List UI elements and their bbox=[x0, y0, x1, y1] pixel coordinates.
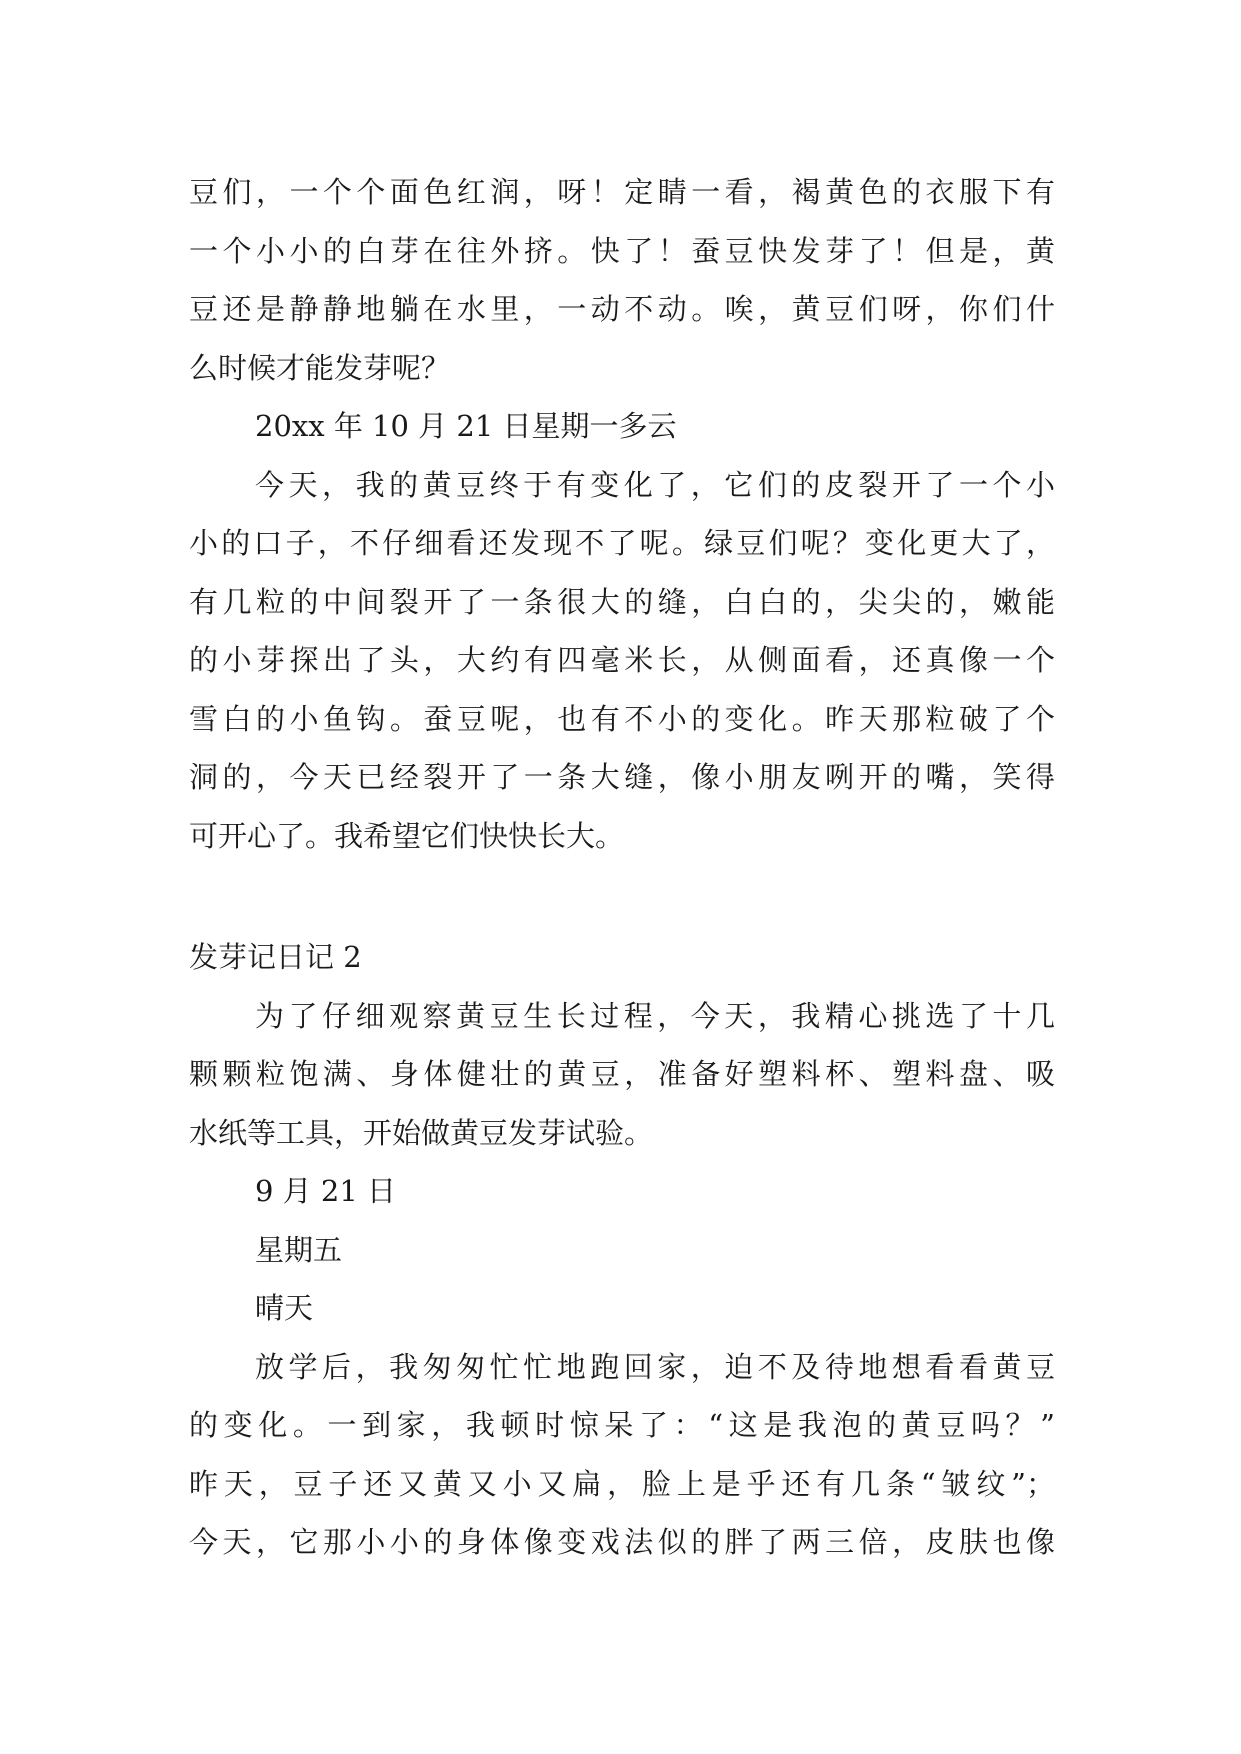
section-gap bbox=[189, 865, 1055, 924]
section-title: 发芽记日记 2 bbox=[189, 940, 362, 974]
paragraph-oct-21 bbox=[189, 456, 1055, 866]
text-line: 么时候才能发芽呢？ bbox=[189, 350, 451, 385]
text-line: 的变化。一到家，我顿时惊呆了：“这是我泡的黄豆吗？” bbox=[189, 1408, 1055, 1442]
text-line: 有几粒的中间裂开了一条很大的缝，白白的，尖尖的，嫩能 bbox=[189, 584, 1055, 619]
text-line: 今天，它那小小的身体像变戏法似的胖了两三倍，皮肤也像 bbox=[189, 1525, 1055, 1559]
paragraph-intro bbox=[189, 987, 1055, 1163]
diary-date-line: 20xx 年 10 月 21 日星期一多云 bbox=[255, 409, 677, 443]
text-line: 一个小小的白芽在往外挤。快了！蚕豆快发芽了！但是，黄 bbox=[189, 233, 1055, 268]
text-line: 放学后，我匆匆忙忙地跑回家，迫不及待地想看看黄豆 bbox=[255, 1349, 1055, 1384]
text-line: 豆还是静静地躺在水里，一动不动。唉，黄豆们呀，你们什 bbox=[189, 292, 1055, 326]
text-line: 水纸等工具，开始做黄豆发芽试验。 bbox=[189, 1115, 654, 1150]
text-line: 洞的，今天已经裂开了一条大缝，像小朋友咧开的嘴，笑得 bbox=[189, 760, 1055, 794]
text-line: 小的口子，不仔细看还发现不了呢。绿豆们呢？变化更大了， bbox=[189, 526, 1055, 560]
diary-weekday: 星期五 bbox=[255, 1232, 343, 1267]
text-line: 今天，我的黄豆终于有变化了，它们的皮裂开了一个小 bbox=[255, 467, 1055, 502]
diary-date: 9 月 21 日 bbox=[255, 1174, 397, 1208]
paragraph-sep-21 bbox=[189, 1338, 1055, 1572]
text-line: 的小芽探出了头，大约有四毫米长，从侧面看，还真像一个 bbox=[189, 643, 1055, 677]
text-line: 雪白的小鱼钩。蚕豆呢，也有不小的变化。昨天那粒破了个 bbox=[189, 701, 1055, 736]
text-line: 豆们，一个个面色红润，呀！定睛一看，褐黄色的衣服下有 bbox=[189, 175, 1055, 209]
text-line: 昨天，豆子还又黄又小又扁，脸上是乎还有几条“皱纹”； bbox=[189, 1466, 1055, 1501]
text-line: 可开心了。我希望它们快快长大。 bbox=[189, 818, 625, 853]
document-page bbox=[189, 163, 1055, 1572]
text-line: 颗颗粒饱满、身体健壮的黄豆，准备好塑料杯、塑料盘、吸 bbox=[189, 1057, 1055, 1091]
text-line: 为了仔细观察黄豆生长过程，今天，我精心挑选了十几 bbox=[255, 998, 1055, 1033]
paragraph-continued bbox=[189, 163, 1055, 397]
diary-weather: 晴天 bbox=[255, 1291, 314, 1325]
